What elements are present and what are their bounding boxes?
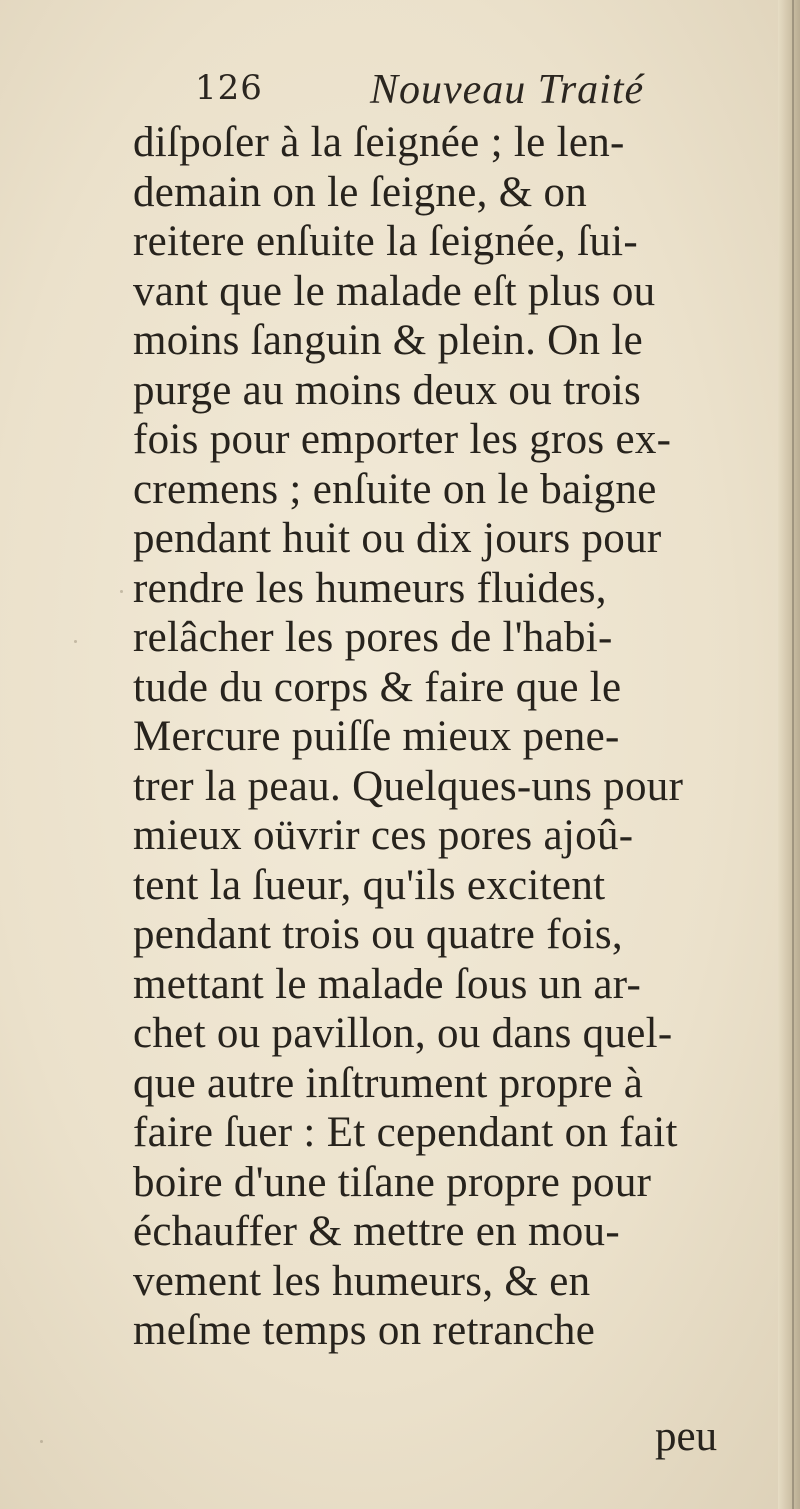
text-line: pendant huit ou dix jours pour <box>133 515 662 562</box>
paper-speck <box>74 640 77 643</box>
text-line: Mercure puiſſe mieux pene- <box>133 713 620 760</box>
text-line: échauffer & mettre en mou- <box>133 1208 620 1255</box>
text-line: que autre inſtrument propre à <box>133 1059 644 1107</box>
text-line: mieux oüvrir ces pores ajoû- <box>133 812 634 859</box>
text-line: tent la ſueur, qu'ils excitent <box>133 861 606 909</box>
catchword: peu <box>655 1413 718 1460</box>
body-text <box>133 118 765 1356</box>
paper-speck <box>120 590 123 593</box>
gutter-edge-line <box>792 0 794 1509</box>
text-line: trer la peau. Quelques-uns pour <box>133 762 684 810</box>
text-line: fois pour emporter les gros ex- <box>133 416 672 463</box>
text-line: reitere enſuite la ſeignée, ſui- <box>133 218 639 265</box>
text-line: diſpoſer à la ſeignée ; le len- <box>133 119 625 166</box>
text-line: purge au moins deux ou trois <box>133 366 642 414</box>
text-line: demain on le ſeigne, & on <box>133 168 588 216</box>
text-line: chet ou pavillon, ou dans quel- <box>133 1010 673 1057</box>
text-line: moins ſanguin & plein. On le <box>133 317 644 364</box>
text-line: faire ſuer : Et cependant on fait <box>133 1109 678 1156</box>
text-line: boire d'une tiſane propre pour <box>133 1158 652 1206</box>
text-line: tude du corps & faire que le <box>133 663 622 711</box>
text-line: pendant trois ou quatre fois, <box>133 911 623 958</box>
text-line: mettant le malade ſous un ar- <box>133 960 642 1008</box>
text-line: vement les humeurs, & en <box>133 1257 591 1305</box>
text-line: meſme temps on retranche <box>133 1307 596 1354</box>
text-line: relâcher les pores de l'habi- <box>133 614 613 661</box>
page-number: 126 <box>195 68 263 108</box>
page-gutter <box>778 0 800 1509</box>
text-line: cremens ; enſuite on le baigne <box>133 465 657 513</box>
text-line: vant que le malade eſt plus ou <box>133 267 656 315</box>
running-title: Nouveau Traité <box>370 67 645 113</box>
paper-speck <box>40 1440 43 1443</box>
text-line: rendre les humeurs fluides, <box>133 564 607 612</box>
